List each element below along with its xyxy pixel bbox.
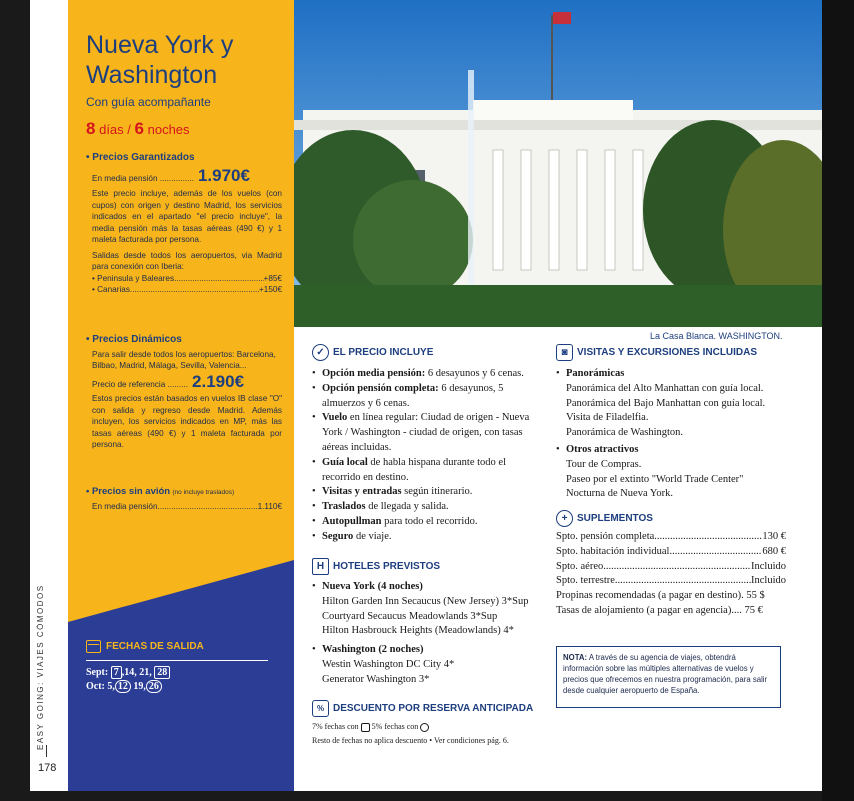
suplementos-title: SUPLEMENTOS [577, 513, 653, 525]
dinamicos-label: Precio de referencia ......... [92, 379, 189, 389]
propinas: Propinas recomendadas (a pagar en destino). 55 $ [556, 590, 765, 602]
days-number: 8 [86, 119, 96, 138]
page-edge-shadow [822, 0, 854, 801]
sup-canarias [86, 284, 282, 296]
dinamicos-price-row [86, 371, 282, 391]
dinamicos-price: 2.190€ [192, 371, 245, 391]
precios-garantizados [86, 152, 282, 296]
precios-sin-avion [86, 486, 282, 512]
precios-dinamicos [86, 334, 282, 451]
hoteles-list [312, 580, 544, 688]
visitas-panoramicas [556, 367, 796, 441]
ny-label: Nueva York (4 noches) [322, 581, 423, 592]
sup2-label: • Canarias [92, 285, 130, 294]
incluye-item-bold: Opción media pensión: [322, 368, 426, 379]
descuento-7: 7% fechas con [312, 722, 359, 731]
incluye-title: EL PRECIO INCLUYE [333, 347, 434, 359]
date-sept-28: 28 [154, 666, 170, 679]
suplementos-rows [556, 530, 786, 589]
suplemento-row [556, 530, 786, 545]
circle-marker-icon [420, 723, 429, 732]
incluye-list [312, 367, 544, 545]
page-title [86, 30, 233, 90]
date-oct-5: 5 [107, 681, 113, 692]
dinamicos-text1: Para salir desde todos los aeropuertos: Barcelona, Bilbao, Madrid, Málaga, Sevilla, Valencia... [92, 349, 276, 370]
oct-label: Oct: [86, 681, 105, 692]
descuento-title: DESCUENTO POR RESERVA ANTICIPADA [333, 703, 534, 715]
hotel-ny-1: Hilton Garden Inn Secaucus (New Jersey) 3*Sup [322, 595, 529, 607]
suplemento-value: 130 € [762, 531, 786, 542]
visitas-otros [556, 443, 796, 502]
incluye-item-bold: Traslados [322, 501, 366, 513]
hotel-ny-3: Hilton Hasbrouck Heights (Meadowlands) 4* [322, 625, 514, 637]
title-line2: Washington [86, 61, 218, 89]
date-oct-26: 26 [146, 680, 162, 693]
fechas-oct: Oct: 5, 12 19, 26 [86, 680, 170, 694]
descuento-section [312, 700, 552, 748]
date-sept-7: 7 [111, 666, 122, 679]
garantizados-text1: Este precio incluye, además de los vuelos (con cupos) con origen y destino Madrid, los servicios indicados en el apartado "el precio incluye", la media pensión más la tasas aéreas (490 €) y 1 maleta facturada por persona. [92, 189, 282, 244]
incluye-item-bold: Vuelo [322, 412, 348, 424]
incluye-item-text: según itinerario. [401, 486, 473, 498]
hotel-wa-2: Generator Washington 3* [322, 673, 430, 685]
visitas-section [556, 344, 796, 502]
sinavion-heading: • Precios sin avión [86, 486, 171, 497]
suplemento-value: Incluido [751, 560, 786, 572]
incluye-item [312, 530, 544, 545]
hotel-ny-2: Courtyard Secaucus Meadowlands 3*Sup [322, 610, 498, 622]
date-sept-14: 14 [124, 667, 135, 678]
nota-label: NOTA: [563, 653, 588, 662]
fechas-heading [86, 640, 204, 653]
sinavion-note: (no incluye traslados) [172, 489, 235, 496]
photo-caption: La Casa Blanca. WASHINGTON. [650, 331, 783, 341]
incluye-item [312, 367, 544, 382]
suplemento-label: Spto. terrestre [556, 575, 615, 587]
garantizados-text2: Salidas desde todos los aeropuertos, via Madrid para conexión con Iberia: [92, 250, 282, 271]
sup1-value: +85€ [263, 273, 282, 283]
incluye-item-bold: Autopullman [322, 515, 382, 527]
incluye-item [312, 456, 544, 486]
hoteles-section [312, 558, 544, 688]
incluye-item-bold: Opción pensión completa: [322, 382, 439, 394]
visitas-heading [556, 344, 796, 361]
fechas-title: FECHAS DE SALIDA [106, 641, 204, 653]
suplemento-value: 680 € [762, 545, 786, 557]
sinavion-price: 1.110€ [257, 501, 282, 511]
calendar-icon [86, 640, 101, 653]
garantizados-label: En media pensión ............... [92, 173, 194, 183]
garantizados-price-row [86, 165, 282, 185]
white-house-photo [293, 0, 822, 327]
pan-2: Panorámica del Bajo Manhattan con guía local. [566, 397, 766, 409]
pan-4: Panorámica de Washington. [566, 427, 684, 439]
brochure-page [30, 0, 822, 791]
spine-divider [46, 745, 47, 757]
otros-3: Nocturna de Nueva York. [566, 488, 674, 500]
incluye-item [312, 515, 544, 530]
suplemento-row [556, 545, 786, 560]
plus-icon: + [556, 510, 573, 527]
wa-label: Washington (2 noches) [322, 644, 424, 656]
suplemento-label: Spto. habitación individual [556, 545, 670, 557]
suplemento-row [556, 574, 786, 589]
incluye-item-text: de llegada y salida. [365, 501, 449, 513]
nota-box [556, 646, 781, 708]
hotel-wa-1: Westin Washington DC City 4* [322, 658, 455, 670]
sinavion-label: En media pensión [92, 501, 158, 511]
incluye-item-text: de viaje. [353, 530, 392, 542]
sinavion-row [86, 501, 282, 513]
precio-incluye-section [312, 344, 544, 545]
nights-number: 6 [134, 119, 144, 138]
otros-2: Paseo por el extinto "World Trade Center" [566, 473, 744, 485]
incluye-item-bold: Visitas y entradas [322, 486, 402, 498]
incluye-item [312, 485, 544, 500]
spine-text: EASY GOING: VIAJES CÓMODOS [36, 584, 45, 750]
suplemento-label: Spto. pensión completa [556, 531, 655, 542]
suplemento-label: Spto. aéreo [556, 560, 604, 572]
sup-peninsula [86, 273, 282, 285]
suplementos-heading [556, 510, 786, 527]
descuento-5: 5% fechas con [371, 722, 419, 731]
hoteles-title: HOTELES PREVISTOS [333, 561, 441, 573]
duration [86, 119, 190, 139]
descuento-line1 [312, 720, 552, 734]
percent-icon: % [312, 700, 329, 717]
pan-3: Visita de Filadelfia. [566, 412, 649, 424]
subtitle: Con guía acompañante [86, 95, 211, 109]
sup1-label: • Peninsula y Baleares [92, 273, 175, 283]
days-label: días / [99, 122, 131, 137]
garantizados-price: 1.970€ [197, 165, 250, 185]
fechas-divider [86, 660, 268, 661]
date-oct-19: 19 [133, 681, 144, 692]
suplemento-row [556, 560, 786, 575]
fechas-list [86, 666, 170, 694]
incluye-item [312, 411, 544, 455]
visitas-title: VISITAS Y EXCURSIONES INCLUIDAS [577, 347, 758, 359]
incluye-item-text: para todo el recorrido. [381, 515, 478, 527]
incluye-item-bold: Seguro [322, 530, 354, 542]
visitas-list [556, 367, 796, 502]
check-icon: ✓ [312, 344, 329, 361]
nota-text: A través de su agencia de viajes, obtendrá información sobre las múltiples alternativas de vuelos y precios que ofrecemos en nuestra programación, para salir desde cualquier aeropuerto de España. [563, 653, 768, 695]
hotel-group-wa [312, 643, 544, 687]
otros-1: Tour de Compras. [566, 458, 642, 470]
pan-1: Panorámica del Alto Manhattan con guía local. [566, 382, 764, 394]
incluye-item [312, 382, 544, 412]
hotel-group-ny [312, 580, 544, 639]
nights-label: noches [147, 122, 190, 137]
camera-icon: ◙ [556, 344, 573, 361]
sup2-value: +150€ [259, 285, 282, 294]
incluye-item-text: 6 desayunos y 6 cenas. [425, 368, 524, 379]
pan-label: Panorámicas [566, 368, 625, 379]
fechas-sept: Sept: 7 ,14, 21, 28 [86, 666, 170, 680]
page-number: 178 [38, 762, 57, 774]
incluye-item-text: en línea regular: Ciudad de origen - Nueva York / Washington - ciudad de origen, con tasas aéreas incluidas. [322, 412, 530, 453]
square-marker-icon [361, 723, 370, 732]
hoteles-heading [312, 558, 544, 575]
dinamicos-heading: • Precios Dinámicos [86, 334, 182, 345]
suplementos-section [556, 510, 786, 619]
suplemento-value: Incluido [751, 575, 786, 587]
incluye-item [312, 500, 544, 515]
title-line1: Nueva York y [86, 31, 234, 59]
date-oct-12: 12 [115, 680, 131, 693]
sept-label: Sept: [86, 667, 109, 678]
incluye-item-text: 6 desayunos, 5 almuerzos y 6 cenas. [322, 382, 504, 409]
incluye-heading [312, 344, 544, 361]
tasas: Tasas de alojamiento (a pagar en agencia).... 75 € [556, 604, 763, 616]
date-sept-21: 21 [139, 667, 150, 678]
hotel-icon: H [312, 558, 329, 575]
incluye-item-bold: Guía local [322, 456, 368, 468]
garantizados-heading: • Precios Garantizados [86, 152, 195, 163]
descuento-heading [312, 700, 552, 717]
otros-label: Otros atractivos [566, 443, 639, 455]
incluye-item-text: de habla hispana durante todo el recorrido en destino. [322, 456, 506, 483]
dinamicos-text2: Estos precios están basados en vuelos IB clase "O" con salida y regreso desde Madrid. Además incluyen, los servicios indicados en MP, más las tasas aéreas (490 €) y 1 maleta facturada por persona. [92, 394, 282, 449]
descuento-line2: Resto de fechas no aplica descuento • Ver condiciones pág. 6. [312, 736, 509, 745]
